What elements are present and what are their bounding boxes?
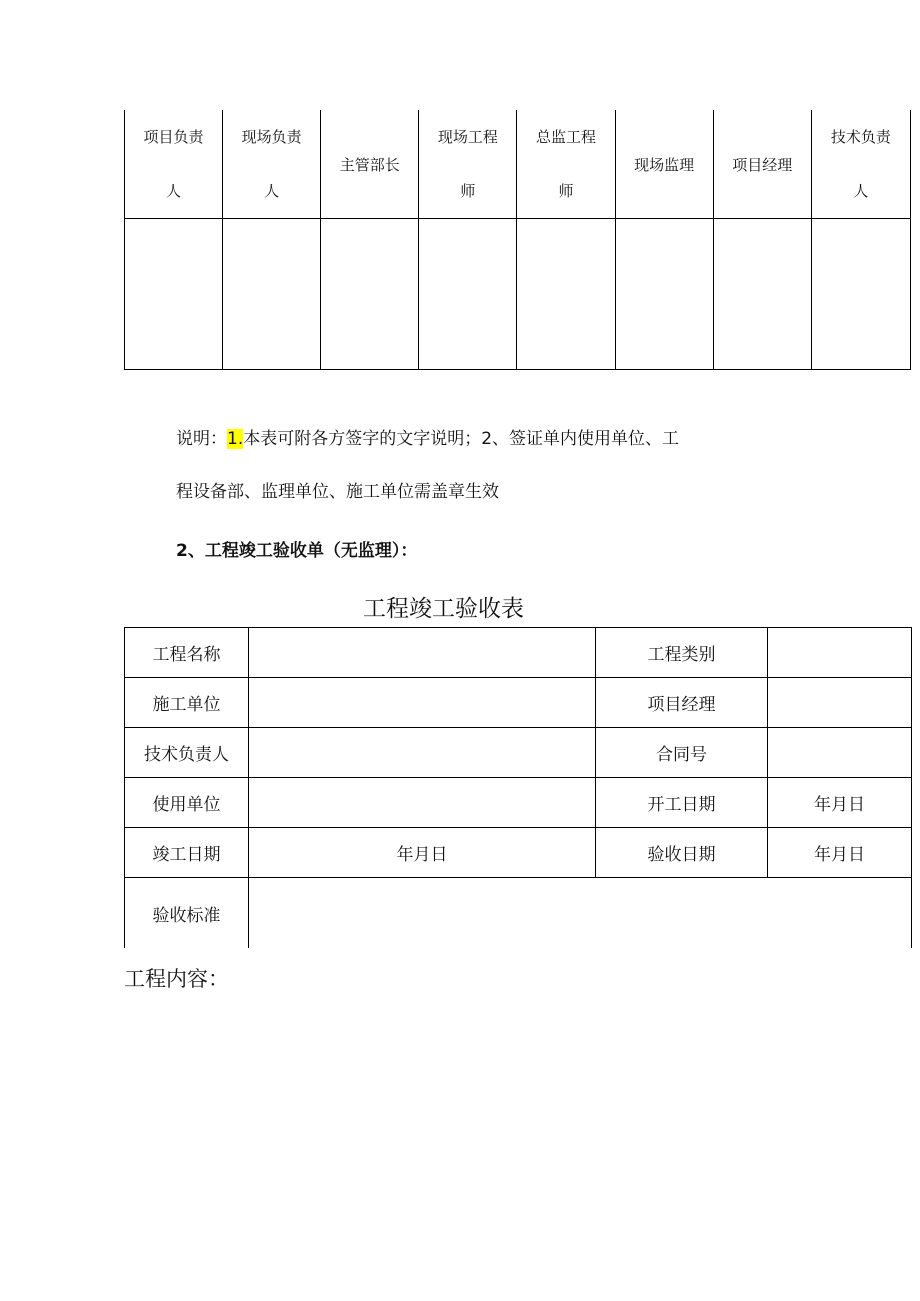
value-construction-unit[interactable] xyxy=(249,678,596,728)
label-user-unit: 使用单位 xyxy=(125,778,249,828)
signature-cell[interactable] xyxy=(517,219,615,370)
value-project-type[interactable] xyxy=(768,628,912,678)
signature-cell[interactable] xyxy=(419,219,517,370)
note-line-1: 说明：1.本表可附各方签字的文字说明；2、签证单内使用单位、工 xyxy=(176,429,680,449)
header-chief-supervisor: 总监工程 师 xyxy=(517,110,615,219)
form-row xyxy=(125,728,912,778)
note-line-2: 程设备部、监理单位、施工单位需盖章生效 xyxy=(176,482,499,502)
value-user-unit[interactable] xyxy=(249,778,596,828)
label-acceptance-date: 验收日期 xyxy=(596,828,768,878)
value-start-date[interactable]: 年月日 xyxy=(768,778,912,828)
form-row xyxy=(125,678,912,728)
label-project-manager: 项目经理 xyxy=(596,678,768,728)
value-completion-date[interactable]: 年月日 xyxy=(249,828,596,878)
signature-header-row xyxy=(125,110,911,219)
highlighted-number: 1. xyxy=(227,429,244,449)
project-content-label: 工程内容： xyxy=(124,967,229,991)
value-project-manager[interactable] xyxy=(768,678,912,728)
signature-cell[interactable] xyxy=(223,219,321,370)
section-heading: 2、工程竣工验收单（无监理）： xyxy=(176,541,418,561)
form-row-standard xyxy=(125,878,912,949)
label-project-name: 工程名称 xyxy=(125,628,249,678)
header-site-supervisor: 现场监理 xyxy=(615,110,713,219)
signature-cell[interactable] xyxy=(321,219,419,370)
signature-cell[interactable] xyxy=(125,219,223,370)
label-construction-unit: 施工单位 xyxy=(125,678,249,728)
label-technical-leader: 技术负责人 xyxy=(125,728,249,778)
signature-cell[interactable] xyxy=(713,219,811,370)
value-technical-leader[interactable] xyxy=(249,728,596,778)
signature-cell[interactable] xyxy=(811,219,910,370)
value-project-name[interactable] xyxy=(249,628,596,678)
form-row xyxy=(125,828,912,878)
form-row xyxy=(125,778,912,828)
value-acceptance-standard[interactable] xyxy=(249,878,912,949)
signature-cell[interactable] xyxy=(615,219,713,370)
value-acceptance-date[interactable]: 年月日 xyxy=(768,828,912,878)
header-site-leader: 现场负责 人 xyxy=(223,110,321,219)
label-start-date: 开工日期 xyxy=(596,778,768,828)
label-completion-date: 竣工日期 xyxy=(125,828,249,878)
header-department-head: 主管部长 xyxy=(321,110,419,219)
form-title: 工程竣工验收表 xyxy=(363,596,524,622)
label-project-type: 工程类别 xyxy=(596,628,768,678)
header-project-leader: 项目负责 人 xyxy=(125,110,223,219)
signature-blank-row xyxy=(125,219,911,370)
acceptance-table xyxy=(124,627,912,948)
form-row xyxy=(125,628,912,678)
label-acceptance-standard: 验收标准 xyxy=(125,878,249,949)
header-site-engineer: 现场工程 师 xyxy=(419,110,517,219)
value-contract-number[interactable] xyxy=(768,728,912,778)
header-project-manager: 项目经理 xyxy=(713,110,811,219)
header-technical-leader: 技术负责 人 xyxy=(811,110,910,219)
signature-table xyxy=(124,110,911,370)
label-contract-number: 合同号 xyxy=(596,728,768,778)
